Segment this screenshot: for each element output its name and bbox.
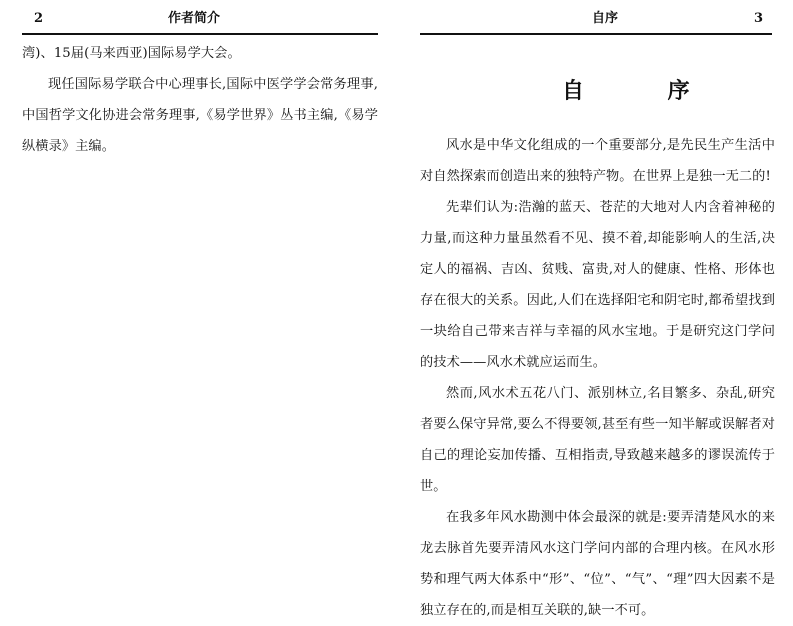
left-page [0, 0, 396, 586]
right-paragraph: 风水是中华文化组成的一个重要部分,是先民生产生活中对自然探索而创造出来的独特产物。在世界上是独一无二的! [420, 138, 775, 184]
right-paragraph: 然而,风水术五花八门、派别林立,名目繁多、杂乱,研究者要么保守异常,要么不得要领,甚至有些一知半解或误解者对自己的理论妄加传播、互相指责,导致越来越多的谬误流传于世。 [420, 386, 775, 494]
left-paragraph: 现任国际易学联合中心理事长,国际中医学学会常务理事,中国哲学文化协进会常务理事,《易学世界》丛书主编,《易学纵横录》主编。 [22, 77, 378, 154]
right-header-rule [420, 33, 772, 35]
right-page [396, 0, 793, 618]
right-paragraph: 先辈们认为:浩瀚的蓝天、苍茫的大地对人内含着神秘的力量,而这种力量虽然看不见、摸不着,却能影响人的生活,决定人的福祸、吉凶、贫贱、富贵,对人的健康、性格、形体也存在很大的关系。因此,人们在选择阳宅和阴宅时,都希望找到一块给自己带来吉祥与幸福的风水宝地。于是研究这门学问的技术——风水术就应运而生。 [420, 200, 775, 370]
left-header-rule [22, 33, 378, 35]
left-running-head: 作者简介 [168, 11, 221, 26]
right-body-text [420, 130, 775, 626]
right-page-number: 3 [754, 11, 764, 26]
left-page-number: 2 [34, 11, 44, 26]
right-paragraph: 在我多年风水勘测中体会最深的就是:要弄清楚风水的来龙去脉首先要弄清风水这门学问内部的合理内核。在风水形势和理气两大体系中“形”、“位”、“气”、“理”四大因素不是独立存在的,而是相互关联的,缺一不可。 [420, 510, 775, 618]
right-page-header [396, 8, 793, 30]
left-page-header [0, 8, 396, 30]
left-body-text [22, 38, 378, 162]
chapter-title: 自 序 [562, 78, 728, 104]
left-paragraph: 湾)、15届(马来西亚)国际易学大会。 [22, 46, 241, 61]
right-running-head: 自序 [592, 11, 619, 26]
